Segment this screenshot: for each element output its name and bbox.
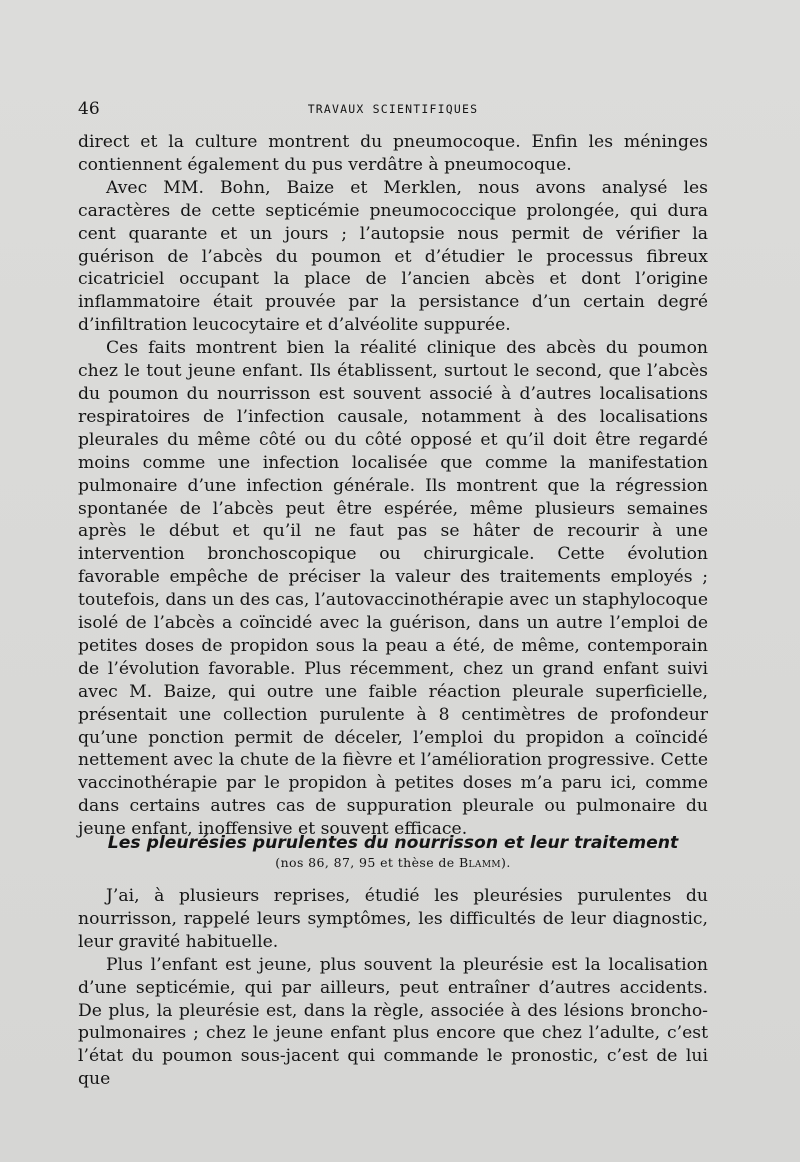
running-head: TRAVAUX SCIENTIFIQUES <box>307 102 479 116</box>
section-title: Les pleurésies purulentes du nourrisson et leur traitement <box>107 833 679 853</box>
body-text-lower <box>78 885 708 1091</box>
body-text-upper <box>78 131 708 841</box>
paragraph-septicemie: Avec MM. Bohn, Baize et Merklen, nous avons analysé les caractères de cette septicémie pneumococcique prolongée, qui dura cent quarante et un jours ; l’autopsie nous permit de vérifier la guérison de l’abcès du poumon et d’étudier le processus fibreux cicatriciel occupant la place de l’ancien abcès et dont l’origine inflammatoire était prouvée par la persistance d’un certain degré d’infiltration leucocytaire et d’alvéolite suppurée. <box>78 177 708 336</box>
section-reference <box>78 854 708 872</box>
paragraph-pleuresies-septicemie: Plus l’enfant est jeune, plus souvent la pleurésie est la localisation d’une septicémie, qui par ailleurs, peut entraîner d’autres accidents. De plus, la pleurésie est, dans la règle, associée à des lésions broncho-pulmonaires ; chez le jeune enfant plus encore que chez l’adulte, c’est l’état du poumon sous-jacent qui commande le pronostic, c’est de lui que <box>78 954 708 1090</box>
section-heading <box>78 832 708 872</box>
page-number: 46 <box>78 99 100 119</box>
paragraph-abces-poumon: Ces faits montrent bien la réalité clinique des abcès du poumon chez le tout jeune enfant. Ils établissent, surtout le second, que l’abcès du poumon du nourrisson est souvent associé à d’autres localisations respiratoires de l’infection causale, notamment à des localisations pleurales du même côté ou du côté opposé et qu’il doit être regardé moins comme une infection localisée que comme la manifestation pulmonaire d’une infection générale. Ils montrent que la régression spontanée de l’abcès peut être espérée, même plusieurs semaines après le début et qu’il ne faut pas se hâter de recourir à une intervention bronchoscopique ou chirurgicale. Cette évolution favorable empêche de préciser la valeur des traitements employés ; toutefois, dans un des cas, l’autovaccinothérapie avec un staphylocoque isolé de l’abcès a coïncidé avec la guérison, dans un autre l’emploi de petites doses de propidon sous la peau a été, de même, contemporain de l’évolution favorable. Plus récemment, chez un grand enfant suivi avec M. Baize, qui outre une faible réaction pleurale superficielle, présentait une collection purulente à 8 centimètres de profondeur qu’une ponction permit de déceler, l’emploi du propidon a coïncidé nettement avec la chute de la fièvre et l’amélioration progressive. Cette vaccinothérapie par le propidon à petites doses m’a paru ici, comme dans certains autres cas de suppuration pleurale ou pulmonaire du jeune enfant, inoffensive et souvent efficace. <box>78 338 708 840</box>
section-reference-suffix: ). <box>501 855 511 870</box>
paragraph-pleuresies-intro: J’ai, à plusieurs reprises, étudié les pleurésies purulentes du nourrisson, rappelé leurs symptômes, les difficultés de leur diagnostic, leur gravité habituelle. <box>78 886 708 952</box>
section-reference-prefix: (nos 86, 87, 95 et thèse de <box>275 855 459 870</box>
page-header <box>78 99 708 123</box>
paragraph-continuation: direct et la culture montrent du pneumocoque. Enfin les méninges contiennent également du pus verdâtre à pneumocoque. <box>78 132 708 175</box>
section-reference-author: Blamm <box>458 855 502 870</box>
